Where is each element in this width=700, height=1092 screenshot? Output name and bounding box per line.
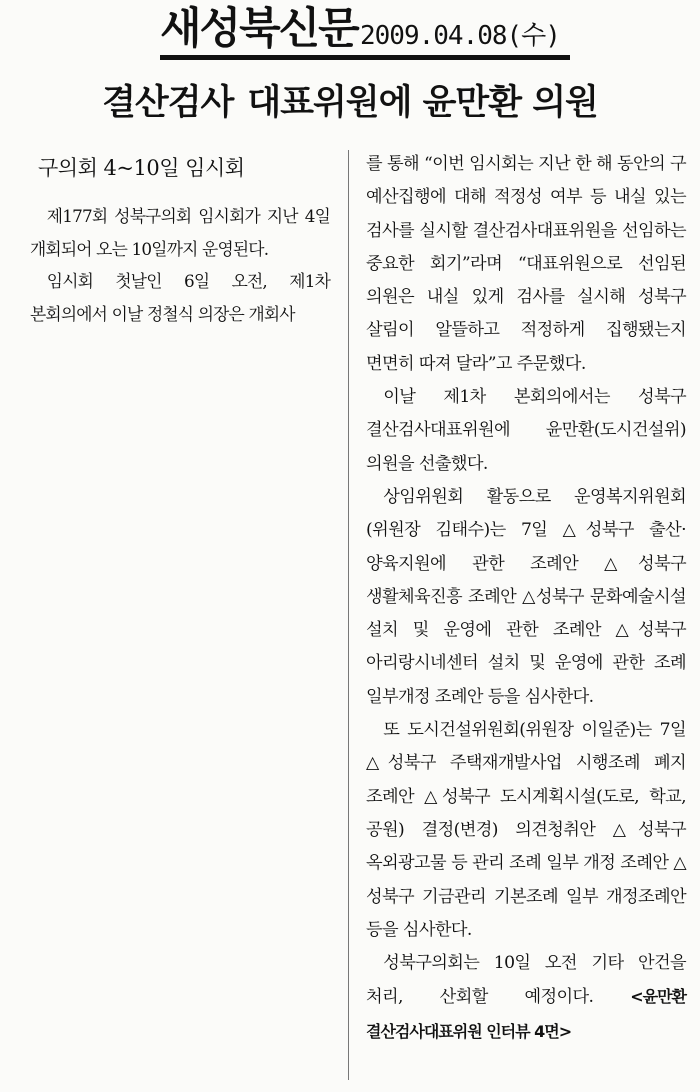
column-divider [348,150,349,1080]
interview-reference-caption: <윤만환 결산검사대표위원 인터뷰 4면> [366,987,686,1041]
article-headline [0,78,700,128]
publication-date: 2009.04.08(수) [360,21,560,51]
headline-part-1: 결산검사 [102,83,234,123]
article-paragraph: 임시회 첫날인 6일 오전, 제1차 본회의에서 이날 정철식 의장은 개회사 [30,271,330,324]
article-subheadline: 구의회 4~10일 임시회 [38,156,245,180]
article-paragraph: 이날 제1차 본회의에서는 성북구 결산검사대표위원에 윤만환(도시건설위) 의원을 선출했다. [366,387,686,474]
article-closing-paragraph [366,947,686,1049]
article-paragraph: 또 도시건설위원회(위원장 이일준)는 7일 △성북구 주택재개발사업 시행조례 폐지 조례안 △성북구 도시계획시설(도로, 학교, 공원) 결정(변경) 의견청취안 △성북구 옥외광고물 등 관리 조례 일부 개정 조례안 △성북구 기금관리 기본조례 일부 개정조례안 등을 심사한다. [366,720,686,940]
masthead [0,0,700,64]
article-paragraph: 를 통해 “이번 임시회는 지난 한 해 동안의 구 예산집행에 대해 적정성 여부 등 내실 있는 검사를 실시할 결산검사대표위원을 선임하는 중요한 회기”라며 “대표위원으로 선임된 의원은 내실 있게 검사를 실시해 성북구 살림이 알뜰하고 적정하게 집행됐는지 면면히 따져 달라”고 주문했다. [366,154,686,374]
article-column-right [366,148,686,1049]
article-paragraph: 제177회 성북구의회 임시회가 지난 4일 개회되어 오는 10일까지 운영된다. [30,206,330,259]
article-paragraph: 상임위원회 활동으로 운영복지위원회(위원장 김태수)는 7일 △성북구 출산·양육지원에 관한 조례안 △성북구 생활체육진흥 조례안 △성북구 문화예술시설 설치 및 운영에 관한 조례안 △성북구 아리랑시네센터 설치 및 운영에 관한 조례 일부개정 조례안 등을 심사한다. [366,486,686,707]
article-paragraph: 성북구의회는 10일 오전 기타 안건을 처리, 산회할 예정이다. [366,953,686,1008]
headline-part-2: 대표위원에 윤만환 의원 [247,83,598,123]
newspaper-name: 새성북신문 [160,4,358,54]
masthead-underline [160,55,570,60]
article-column-left [30,150,330,330]
